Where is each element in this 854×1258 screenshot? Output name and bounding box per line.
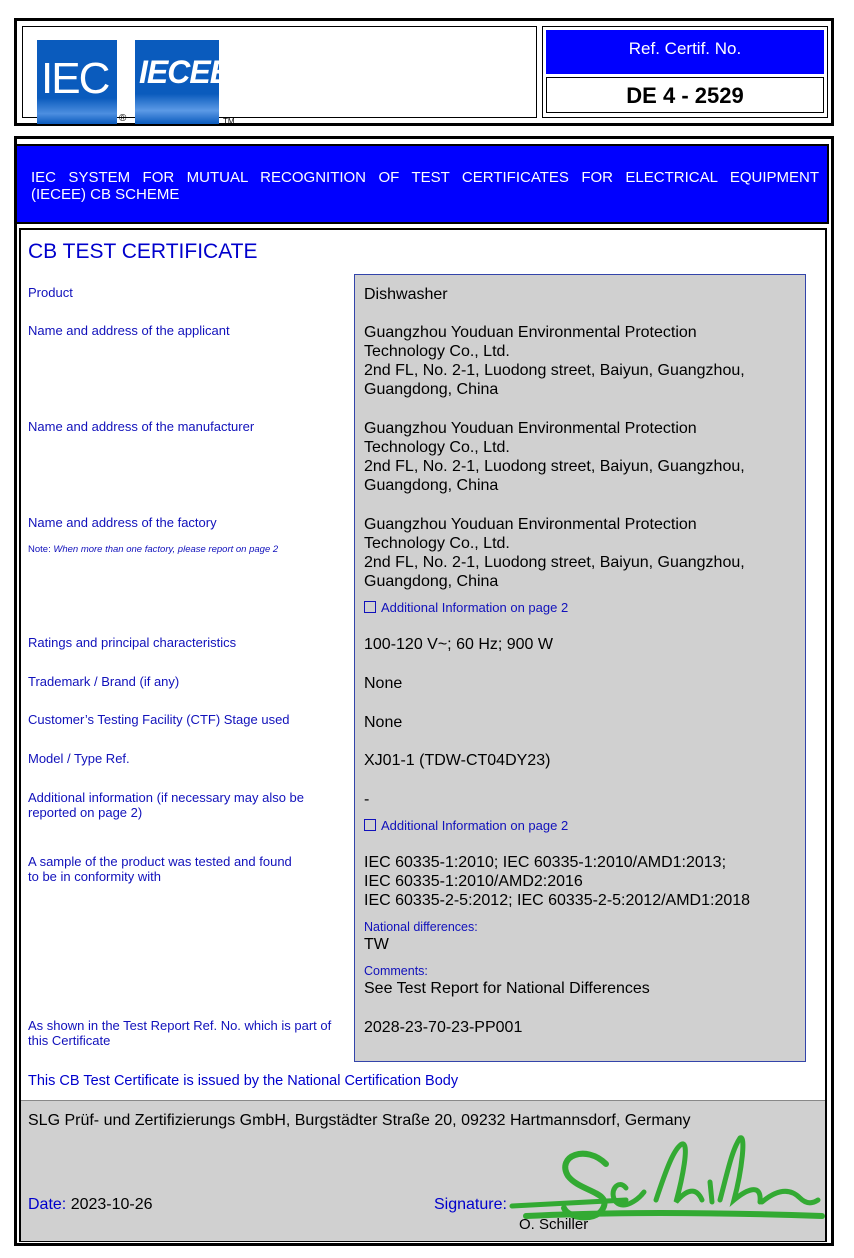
iec-logo-text: IEC [41, 54, 109, 103]
issued-statement: This CB Test Certificate is issued by the National Certification Body [28, 1073, 459, 1089]
issue-date [28, 1196, 153, 1214]
factory-line: Technology Co., Ltd. [364, 535, 510, 552]
factory-line: Guangzhou Youduan Environmental Protection [364, 516, 697, 533]
logo-area [22, 26, 537, 126]
ctf-value: None [364, 714, 403, 731]
conformity-label-line: to be in conformity with [28, 869, 161, 884]
test-report-label [28, 1018, 331, 1048]
factory-note-prefix: Note: [28, 544, 54, 555]
registered-mark: ® [119, 113, 127, 124]
standard-line: IEC 60335-1:2010/AMD2:2016 [364, 873, 583, 890]
signatory-name: O. Schiller [519, 1216, 589, 1233]
trademark-label: Trademark / Brand (if any) [28, 674, 180, 689]
signature-stroke [512, 1200, 626, 1206]
trademark-value: None [364, 675, 403, 692]
reference-box [542, 26, 828, 118]
standards-list [364, 853, 750, 910]
applicant-address [364, 323, 745, 399]
manufacturer-line: Guangdong, China [364, 477, 499, 494]
signature-stroke [762, 1191, 818, 1202]
applicant-label: Name and address of the applicant [28, 323, 230, 338]
manufacturer-label: Name and address of the manufacturer [28, 419, 255, 434]
iecee-logo-text: IECEE [139, 54, 231, 90]
test-report-label-line: As shown in the Test Report Ref. No. which is part of [28, 1018, 332, 1033]
comments-label: Comments: [364, 964, 428, 978]
additional-info-label [28, 790, 304, 820]
factory-note [28, 544, 278, 555]
manufacturer-line: Technology Co., Ltd. [364, 439, 510, 456]
factory-line: Guangdong, China [364, 573, 499, 590]
banner-line-1: IEC SYSTEM FOR MUTUAL RECOGNITION OF TEST CERTIFICATES FOR ELECTRICAL EQUIPMENT [31, 169, 819, 186]
signature-stroke [564, 1154, 606, 1218]
ratings-label: Ratings and principal characteristics [28, 635, 237, 650]
certificate-header [14, 18, 834, 126]
applicant-line: 2nd FL, No. 2-1, Luodong street, Baiyun, Guangzhou, [364, 362, 745, 379]
handwritten-signature [506, 1130, 826, 1230]
additional-info-label-line: Additional information (if necessary may also be [28, 790, 305, 805]
signature-stroke [656, 1144, 702, 1202]
applicant-line: Guangdong, China [364, 381, 499, 398]
iec-logo [37, 40, 117, 124]
model-label: Model / Type Ref. [28, 751, 130, 766]
signature-stroke [613, 1185, 644, 1205]
ref-label: Ref. Certif. No. [546, 30, 824, 74]
manufacturer-line: Guangzhou Youduan Environmental Protection [364, 420, 697, 437]
standard-line: IEC 60335-2-5:2012; IEC 60335-2-5:2012/AMD1:2018 [364, 892, 751, 909]
checkbox-icon[interactable] [364, 819, 376, 831]
model-value: XJ01-1 (TDW-CT04DY23) [364, 752, 551, 769]
applicant-line: Technology Co., Ltd. [364, 343, 510, 360]
date-label: Date: [28, 1196, 67, 1213]
additional-info-label-line: reported on page 2) [28, 805, 143, 820]
factory-label: Name and address of the factory [28, 515, 217, 530]
ratings-value: 100-120 V~; 60 Hz; 900 W [364, 636, 553, 653]
banner-line-2: (IECEE) CB SCHEME [31, 186, 180, 203]
national-differences-label: National differences: [364, 920, 478, 934]
checkbox-label: Additional Information on page 2 [381, 600, 569, 615]
test-report-label-line: this Certificate [28, 1033, 111, 1048]
product-value: Dishwasher [364, 286, 448, 303]
scheme-banner [15, 144, 829, 224]
additional-info-value: - [364, 791, 370, 808]
factory-line: 2nd FL, No. 2-1, Luodong street, Baiyun, Guangzhou, [364, 554, 745, 571]
manufacturer-address [364, 419, 745, 495]
signature-label: Signature: [434, 1196, 507, 1213]
product-label: Product [28, 285, 73, 300]
additional-info-checkbox[interactable] [364, 818, 568, 833]
comments-value: See Test Report for National Differences [364, 980, 650, 997]
ref-number: DE 4 - 2529 [546, 77, 824, 113]
checkbox-icon[interactable] [364, 601, 376, 613]
conformity-label [28, 854, 292, 884]
factory-additional-info-checkbox[interactable] [364, 600, 568, 615]
signature-stroke [720, 1138, 760, 1202]
manufacturer-line: 2nd FL, No. 2-1, Luodong street, Baiyun, Guangzhou, [364, 458, 745, 475]
factory-address [364, 515, 745, 591]
test-report-number: 2028-23-70-23-PP001 [364, 1019, 523, 1036]
standard-line: IEC 60335-1:2010; IEC 60335-1:2010/AMD1:2013; [364, 854, 727, 871]
date-value: 2023-10-26 [70, 1196, 153, 1213]
certificate-title: CB TEST CERTIFICATE [28, 240, 258, 263]
national-differences-value: TW [364, 936, 389, 953]
conformity-label-line: A sample of the product was tested and found [28, 854, 292, 869]
trademark-mark: TM [223, 117, 235, 126]
applicant-line: Guangzhou Youduan Environmental Protection [364, 324, 697, 341]
ctf-label: Customer’s Testing Facility (CTF) Stage used [28, 712, 290, 727]
signature-stroke [710, 1182, 712, 1202]
checkbox-label: Additional Information on page 2 [381, 818, 569, 833]
certification-body-address: SLG Prüf- und Zertifizierungs GmbH, Burgstädter Straße 20, 09232 Hartmannsdorf, Germany [28, 1112, 691, 1129]
factory-note-text: When more than one factory, please report on page 2 [53, 544, 279, 555]
